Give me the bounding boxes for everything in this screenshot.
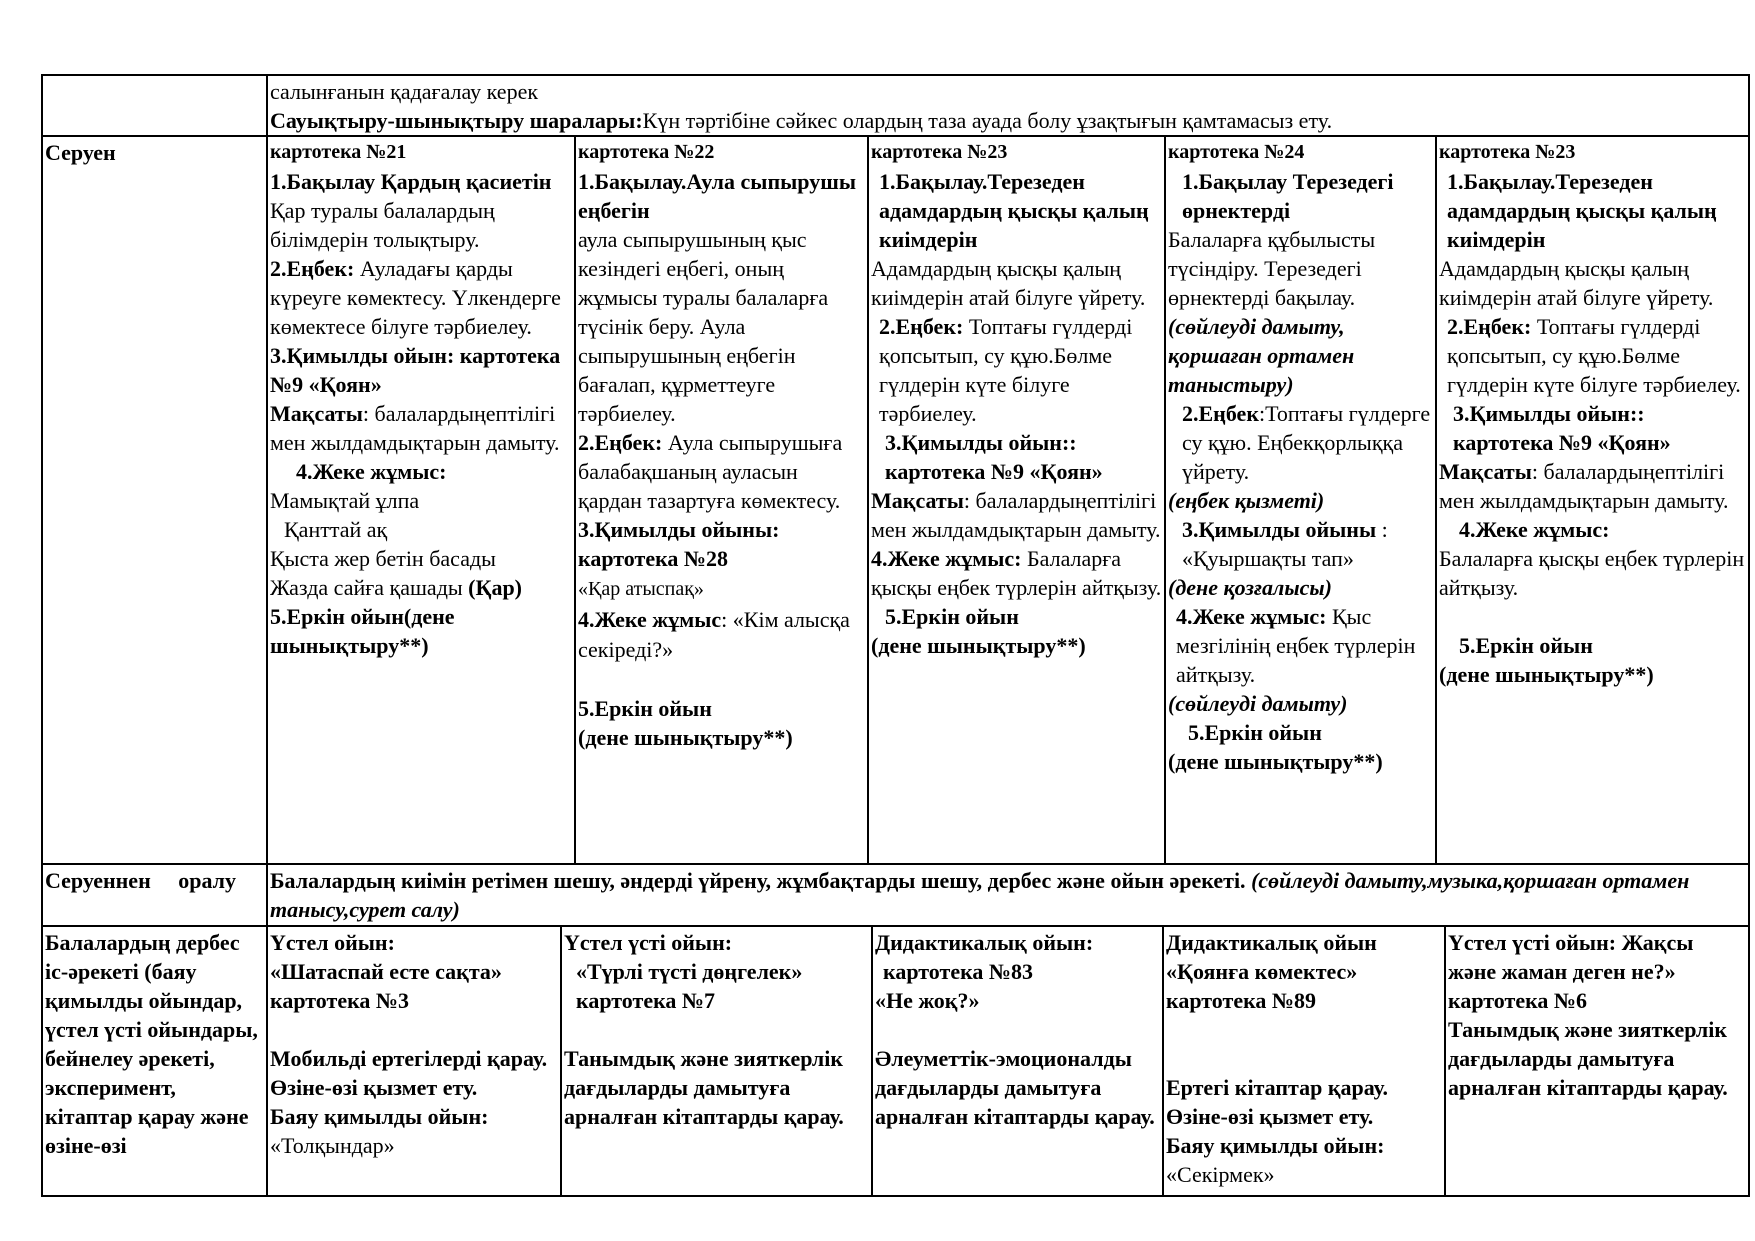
walk-col3-indiv — [871, 544, 1162, 602]
walk-col-4 — [1165, 137, 1436, 863]
activity-col3-l1: Дидактикалық ойын: — [875, 930, 1094, 955]
health-measures-label: Сауықтыру-шынықтыру шаралары: — [270, 108, 643, 133]
walk-col2-game-text: «Қар атыспақ» — [578, 578, 704, 600]
walk-col4-work-note: (еңбек қызметі) — [1168, 488, 1325, 513]
activity-col-3 — [872, 927, 1163, 1195]
walk-col5-spacer — [1439, 602, 1746, 631]
row-activity — [42, 926, 1749, 1196]
walk-col3-goal-text: : балалардыңептілігі мен жылдамдықтарын дамыту. — [871, 488, 1161, 542]
walk-col3-goal — [871, 486, 1162, 544]
plan-table — [41, 74, 1750, 1197]
walk-col4-obs-note: (сөйлеуді дамыту, қоршаған ортамен таныстыру) — [1168, 314, 1355, 397]
activity-col4-spacer-1 — [1166, 1015, 1442, 1044]
walk-col4-work-label: 2.Еңбек — [1182, 401, 1259, 426]
row-top — [42, 75, 1749, 136]
activity-col-2 — [561, 927, 872, 1195]
walk-col5-goal-label: Мақсаты — [1439, 459, 1532, 484]
walk-col4-card: картотека №24 — [1168, 141, 1305, 163]
walk-col1-obs-text: Қар туралы балалардың білімдерін толықтыру. — [270, 198, 495, 252]
return-note: (сөйлеуді дамыту,музыка,қоршаған ортамен танысу,сурет салу) — [270, 868, 1690, 922]
walk-col1-goal — [270, 399, 572, 457]
activity-col5-l1: Үстел үсті ойын: Жақсы және жаман деген не?» — [1448, 930, 1694, 984]
walk-col4-game — [1168, 515, 1433, 573]
walk-col4-indiv-text: Қыс мезгілінің еңбек түрлерін айтқызу. — [1176, 604, 1416, 687]
walk-col3-work — [871, 312, 1162, 428]
activity-col1-l6: «Толқындар» — [270, 1133, 395, 1158]
walk-col1-riddle-1: Мамықтай ұлпа — [270, 488, 420, 513]
walk-col3-game-title: 3.Қимылды ойын:: картотека №9 «Қоян» — [885, 430, 1103, 484]
schedule-sheet — [41, 74, 1750, 1197]
walk-col5-work-label: 2.Еңбек: — [1447, 314, 1532, 339]
walk-col-2 — [575, 137, 868, 863]
activity-col1-l4: Өзіне-өзі қызмет ету. — [270, 1075, 478, 1100]
activity-col-1 — [268, 927, 561, 1195]
activity-col-4 — [1163, 927, 1445, 1195]
activity-col2-l3: картотека №7 — [576, 988, 716, 1013]
supervision-line: салынғанын қадағалау керек — [270, 79, 539, 104]
walk-col4-game-title: 3.Қимылды ойыны — [1182, 517, 1377, 542]
walk-col1-work-label: 2.Еңбек: — [270, 256, 355, 281]
walk-col3-free-title: 5.Еркін ойын — [885, 604, 1019, 629]
walk-col3-obs-text: Адамдардың қысқы қалың киімдерін атай білуге үйрету. — [871, 256, 1146, 310]
walk-col-5 — [1436, 137, 1748, 863]
walk-col2-indiv — [578, 605, 865, 665]
walk-col1-game-title: 3.Қимылды ойын: картотека №9 «Қоян» — [270, 343, 561, 397]
walk-col1-goal-label: Мақсаты — [270, 401, 363, 426]
activity-col1-l2: «Шатаспай есте сақта» картотека №3 — [270, 959, 502, 1013]
walk-col4-work — [1168, 399, 1433, 486]
walk-col1-riddle-4-line — [270, 573, 572, 602]
activity-col1-l5: Баяу қимылды ойын: — [270, 1104, 489, 1129]
return-label: Серуеннен оралу — [42, 864, 267, 926]
health-measures-line — [270, 106, 1746, 135]
walk-col3-indiv-label: 4.Жеке жұмыс: — [871, 546, 1022, 571]
walk-col1-riddle-2: Қанттай ақ — [284, 517, 388, 542]
walk-col5-game-title: 3.Қимылды ойын:: картотека №9 «Қоян» — [1453, 401, 1671, 455]
walk-col4-free-sub: (дене шынықтыру**) — [1168, 749, 1383, 774]
activity-col-5 — [1445, 927, 1748, 1195]
walk-col3-obs-title: 1.Бақылау.Терезеден адамдардың қысқы қалың киімдерін — [879, 169, 1149, 252]
walk-col1-indiv-title: 4.Жеке жұмыс: — [296, 459, 447, 484]
walk-col4-obs-title: 1.Бақылау Терезедегі өрнектерді — [1182, 169, 1394, 223]
walk-col4-indiv — [1168, 602, 1433, 689]
walk-col4-game-text: : «Қуыршақты тап» — [1182, 517, 1388, 571]
walk-col3-card: картотека №23 — [871, 141, 1008, 163]
activity-columns-cell — [267, 926, 1749, 1196]
walk-col1-riddle-answer: (Қар) — [468, 575, 523, 600]
activity-col5-l3: Танымдық және зияткерлік дағдыларды дамытуға арналған кітаптарды қарау. — [1448, 1017, 1728, 1100]
activity-col2-l2: «Түрлі түсті дөңгелек» — [576, 959, 803, 984]
row-walk — [42, 136, 1749, 864]
walk-col5-indiv-title: 4.Жеке жұмыс: — [1459, 517, 1610, 542]
walk-col2-indiv-label: 4.Жеке жұмыс — [578, 607, 722, 632]
walk-col5-indiv-text: Балаларға қысқы еңбек түрлерін айтқызу. — [1439, 546, 1745, 600]
activity-columns — [268, 927, 1748, 1195]
walk-col2-obs-title: 1.Бақылау.Аула сыпырушы еңбегін — [578, 169, 856, 223]
walk-col-3 — [868, 137, 1165, 863]
walk-col3-indiv-text: Балаларға қысқы еңбек түрлерін айтқызу. — [871, 546, 1162, 600]
walk-col2-spacer — [578, 665, 865, 694]
activity-col4-l5: «Секірмек» — [1166, 1162, 1275, 1187]
row-return — [42, 864, 1749, 926]
walk-col5-obs-title: 1.Бақылау.Терезеден адамдардың қысқы қалың киімдерін — [1447, 169, 1717, 252]
walk-col-1 — [268, 137, 575, 863]
return-text: Балалардың киімін ретімен шешу, әндерді үйрену, жұмбақтарды шешу, дербес және ойын әрекеті. — [270, 868, 1252, 893]
health-measures-text: Күн тәртібіне сәйкес олардың таза ауада болу ұзақтығын қамтамасыз ету. — [642, 108, 1333, 133]
walk-col3-work-text: Топтағы гүлдерді қопсытып, су құю.Бөлме гүлдерін күте білуге тәрбиелеу. — [879, 314, 1133, 426]
activity-col4-spacer-2 — [1166, 1044, 1442, 1073]
walk-columns-cell — [267, 136, 1749, 864]
walk-col1-obs-title: 1.Бақылау Қардың қасиетін — [270, 169, 552, 194]
activity-col2-l1: Үстел үсті ойын: — [564, 930, 733, 955]
walk-col5-work-text: Топтағы гүлдерді қопсытып, су құю.Бөлме гүлдерін күте білуге тәрбиелеу. — [1447, 314, 1741, 397]
activity-col4-l3: Өзіне-өзі қызмет ету. — [1166, 1104, 1374, 1129]
walk-label: Серуен — [42, 136, 267, 864]
activity-col3-spacer — [875, 1015, 1160, 1044]
walk-col2-indiv-text: : «Кім алысқа секіреді?» — [578, 607, 850, 662]
walk-col1-work — [270, 254, 572, 341]
walk-col5-work — [1439, 312, 1746, 399]
activity-col2-l4: Танымдық және зияткерлік дағдыларды дамытуға арналған кітаптарды қарау. — [564, 1046, 844, 1129]
activity-col1-l3: Мобильді ертегілерді қарау. — [270, 1046, 548, 1071]
walk-columns — [268, 137, 1748, 863]
walk-col5-free-title: 5.Еркін ойын — [1459, 633, 1593, 658]
activity-col1-l1: Үстел ойын: — [270, 930, 395, 955]
activity-col4-l1: Дидактикалық ойын «Қоянға көмектес» картотека №89 — [1166, 930, 1377, 1013]
walk-col1-riddle-4: Жазда сайға қашады — [270, 575, 469, 600]
walk-col5-free-sub: (дене шынықтыру**) — [1439, 662, 1654, 687]
activity-col3-l3: «Не жоқ?» — [875, 988, 980, 1013]
walk-col2-card: картотека №22 — [578, 141, 715, 163]
walk-col3-free-sub: (дене шынықтыру**) — [871, 633, 1086, 658]
walk-col1-riddle-3: Қыста жер бетін басады — [270, 546, 496, 571]
activity-col3-l2: картотека №83 — [883, 959, 1034, 984]
activity-col4-l4: Баяу қимылды ойын: — [1166, 1133, 1385, 1158]
walk-col4-obs-text: Балаларға құбылысты түсіндіру. Терезедегі өрнектерді бақылау. — [1168, 227, 1376, 310]
walk-col4-game-note: (дене қозғалысы) — [1168, 575, 1332, 600]
activity-col3-l4: Әлеуметтік-эмоционалды дағдыларды дамытуға арналған кітаптарды қарау. — [875, 1046, 1155, 1129]
walk-col5-goal-text: : балалардыңептілігі мен жылдамдықтарын дамыту. — [1439, 459, 1729, 513]
walk-col2-free-title: 5.Еркін ойын — [578, 696, 712, 721]
walk-col5-card: картотека №23 — [1439, 141, 1576, 163]
walk-col2-free-sub: (дене шынықтыру**) — [578, 725, 793, 750]
activity-col5-l2: картотека №6 — [1448, 988, 1588, 1013]
walk-col5-goal — [1439, 457, 1746, 515]
walk-col2-obs-text: аула сыпырушының қыс кезіндегі еңбегі, оның жұмысы туралы балаларға түсінік беру. Аула сыпырушының еңбегін бағалап, құрметтеуге тәрбиелеу. — [578, 227, 829, 426]
activity-col1-spacer — [270, 1015, 558, 1044]
walk-col5-obs-text: Адамдардың қысқы қалың киімдерін атай білуге үйрету. — [1439, 256, 1714, 310]
walk-col2-work-text: Аула сыпырушыға балабақшаның ауласын қардан тазартуға көмектесу. — [578, 430, 843, 513]
walk-col2-work-label: 2.Еңбек: — [578, 430, 663, 455]
walk-col4-indiv-label: 4.Жеке жұмыс: — [1176, 604, 1327, 629]
return-content — [267, 864, 1749, 926]
walk-col1-goal-text: : балалардыңептілігі мен жылдамдықтарын дамыту. — [270, 401, 560, 455]
activity-col2-spacer — [564, 1015, 869, 1044]
walk-col4-indiv-note: (сөйлеуді дамыту) — [1168, 691, 1348, 716]
walk-col2-work — [578, 428, 865, 515]
walk-col3-goal-label: Мақсаты — [871, 488, 964, 513]
walk-col1-card: картотека №21 — [270, 141, 407, 163]
row-top-label-cell — [42, 75, 267, 136]
walk-col4-free-title: 5.Еркін ойын — [1188, 720, 1322, 745]
activity-col4-l2: Ертегі кітаптар қарау. — [1166, 1075, 1388, 1100]
row-top-content-cell — [267, 75, 1749, 136]
walk-col2-game-title: 3.Қимылды ойыны: картотека №28 — [578, 517, 780, 571]
walk-col1-work-text: Ауладағы қарды күреуге көмектесу. Үлкендерге көмектесе білуге тәрбиелеу. — [270, 256, 561, 339]
activity-label: Балалардың дербес іс-әрекеті (баяу қимылды ойындар, үстел үсті ойындары, бейнелеу әрекеті, эксперимент, кітаптар қарау және өзіне-өзі — [42, 926, 267, 1196]
walk-col4-work-text: :Топтағы гүлдерге су құю. Еңбекқорлыққа үйрету. — [1182, 401, 1431, 484]
walk-col3-work-label: 2.Еңбек: — [879, 314, 964, 339]
walk-col1-free-title: 5.Еркін ойын(дене шынықтыру**) — [270, 604, 455, 658]
